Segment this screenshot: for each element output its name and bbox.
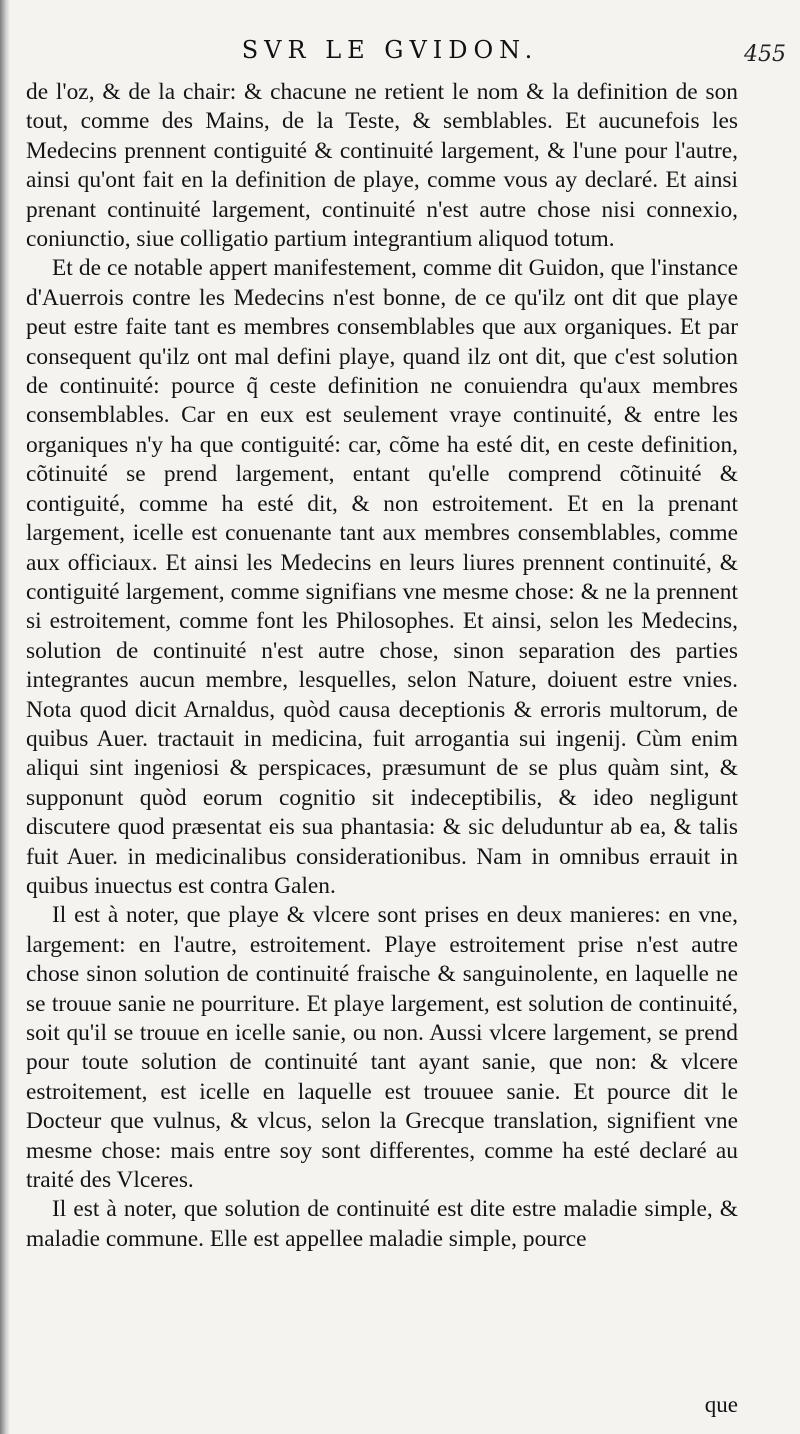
paragraph-3: Il est à noter, que playe & vlcere sont prises en deux manieres: en vne, largement: en l'autre, estroitement. Playe estroitement prise n'est autre chose sinon solution de continuité fraische & sanguinolente, en laquelle ne se trouue sanie ne pourriture. Et playe largement, est solution de continuité, soit qu'il se trouue en icelle sanie, ou non. Aussi vlcere largement, se prend pour toute solution de continuité tant ayant sanie, que non: & vlcere estroitement, est icelle en laquelle est trouuee sanie. Et pource dit le Docteur que vulnus, & vlcus, selon la Grecque translation, signifient vne mesme chose: mais entre soy sont differentes, comme ha esté declaré au traité des Vlceres. [26, 902, 738, 1194]
running-title: SVR LE GVIDON. [241, 36, 539, 64]
paragraph-4: Il est à noter, que solution de continuité est dite estre maladie simple, & maladie commune. Elle est appellee maladie simple, pource [26, 1196, 738, 1252]
page-number: 455 [744, 42, 786, 67]
paragraph-1: de l'oz, & de la chair: & chacune ne retient le nom & la definition de son tout, comme des Mains, de la Teste, & semblables. Et aucunefois les Medecins prennent contiguité & continuité largement, & l'une pour l'autre, ainsi qu'ont fait en la definition de playe, comme vous ay declaré. Et ainsi prenant continuité largement, continuité n'est autre chose nisi connexio, coniunctio, siue colligatio partium integrantium aliquod totum. [26, 79, 738, 253]
body-text [26, 78, 738, 1254]
page-binding-shadow [0, 0, 10, 1434]
page-header [0, 36, 800, 76]
catchword: que [704, 1392, 738, 1417]
paragraph-2: Et de ce notable appert manifestement, comme dit Guidon, que l'instance d'Auerrois contre les Medecins n'est bonne, de ce qu'ilz ont dit que playe peut estre faite tant es membres consemblables que aux organiques. Et par consequent qu'ilz ont mal defini playe, quand ilz ont dit, que c'est solution de continuité: pource q̃ ceste definition ne conuiendra qu'aux membres consemblables. Car en eux est seulement vraye continuité, & entre les organiques n'y ha que contiguité: car, cõme ha esté dit, en ceste definition, cõtinuité se prend largement, entant qu'elle comprend cõtinuité & contiguité, comme ha esté dit, & non estroitement. Et en la prenant largement, icelle est conuenante tant aux membres consemblables, comme aux officiaux. Et ainsi les Medecins en leurs liures prennent continuité, & contiguité largement, comme signifians vne mesme chose: & ne la prennent si estroitement, comme font les Philosophes. Et ainsi, selon les Medecins, solution de continuité n'est autre chose, sinon separation des parties integrantes aucun membre, lesquelles, selon Nature, doiuent estre vnies. Nota quod dicit Arnaldus, quòd causa deceptionis & erroris multorum, de quibus Auer. tractauit in medicina, fuit arrogantia sui ingenij. Cùm enim aliqui sint ingeniosi & perspicaces, præsumunt de se plus quàm sint, & supponunt quòd eorum cognitio sit indeceptibilis, & ideo negligunt discutere quod præsentat eis sua phantasia: & sic deluduntur ab ea, & talis fuit Auer. in medicinalibus considerationibus. Nam in omnibus errauit in quibus inuectus est contra Galen. [26, 255, 738, 899]
